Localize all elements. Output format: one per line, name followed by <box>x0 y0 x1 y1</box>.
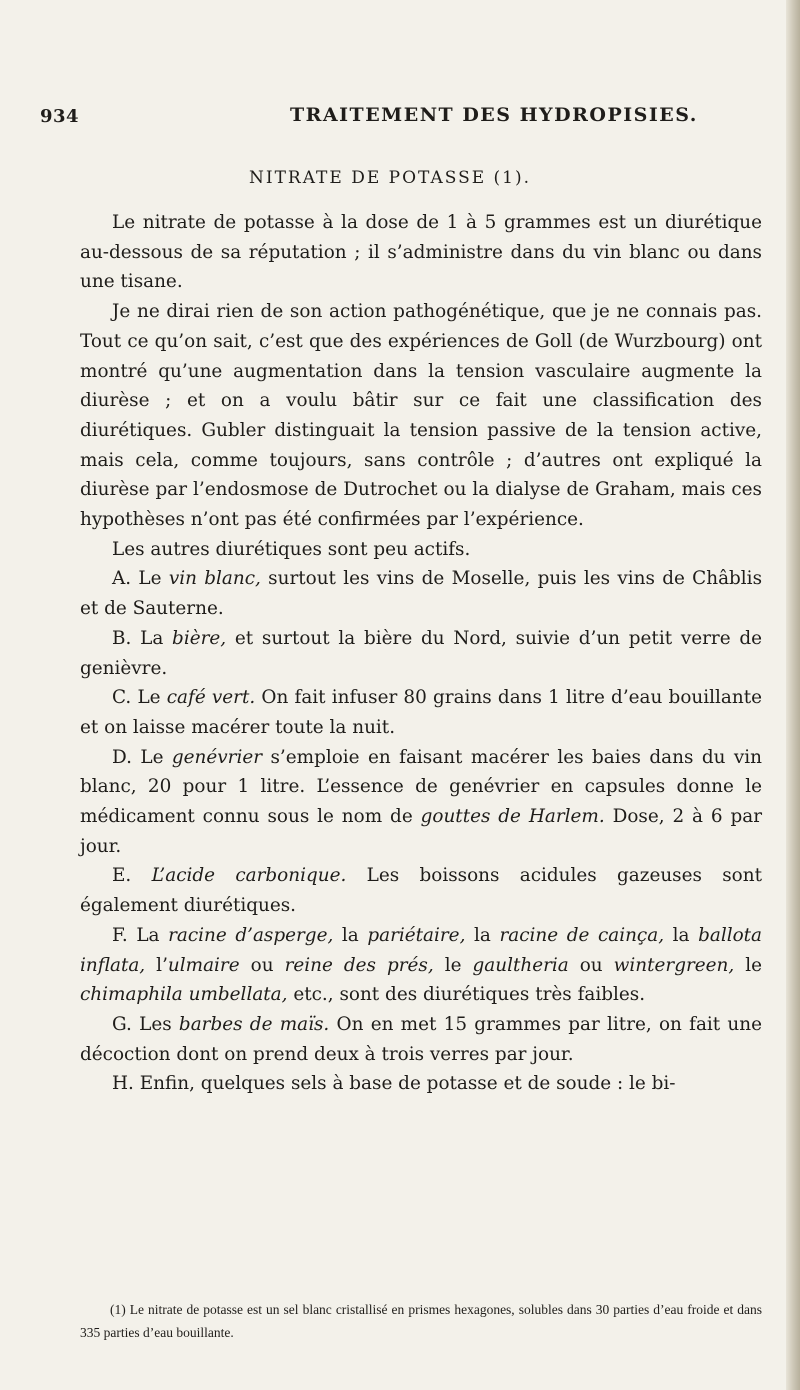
list-item-g: G. Les barbes de maïs. On en met 15 grammes par litre, on fait une décoction dont on prend deux à trois verres par jour. <box>80 1013 763 1065</box>
list-item-b: B. La bière, et surtout la bière du Nord, suivie d’un petit verre de genièvre. <box>80 627 762 679</box>
list-item-h: H. Enfin, quelques sels à base de potasse et de soude : le bi- <box>112 1073 676 1095</box>
page-edge-shadow <box>786 0 800 1390</box>
paragraph-other-diuretics: Les autres diurétiques sont peu actifs. <box>112 538 471 560</box>
page-number: 934 <box>40 106 80 127</box>
list-item-d: D. Le genévrier s’emploie en faisant macérer les baies dans du vin blanc, 20 pour 1 litre. L’essence de genévrier en capsules donne le médicament connu sous le nom de gouttes de Harlem. Dose, 2 à 6 par jour. <box>80 746 763 857</box>
section-title: NITRATE DE POTASSE (1). <box>248 168 532 188</box>
footnote <box>80 1298 762 1344</box>
page-header <box>40 104 760 134</box>
list-item-f: F. La racine d’asperge, la pariétaire, la racine de cainça, la ballota inflata, l’ulmaire ou reine des prés, le gaultheria ou wintergreen, le chimaphila umbellata, etc., sont des diurétiques très faibles. <box>80 924 763 1006</box>
paragraph-action: Je ne dirai rien de son action pathogénétique, que je ne connais pas. Tout ce qu’on sait, c’est que des expériences de Goll (de Wurzbourg) ont montré qu’une augmentation dans la tension vasculaire augmente la diurèse ; et on a voulu bâtir sur ce fait une classification des diurétiques. Gubler distinguait la tension passive de la tension active, mais cela, comme toujours, sans contrôle ; d’autres ont expliqué la diurèse par l’endosmose de Dutrochet ou la dialyse de Graham, mais ces hypothèses n’ont pas été confirmées par l’expérience. <box>80 301 762 531</box>
list-item-e: E. L’acide carbonique. Les boissons acidules gazeuses sont également diurétiques. <box>80 865 762 917</box>
footnote-text: (1) Le nitrate de potasse est un sel blanc cristallisé en prismes hexagones, solubles dans 30 parties d’eau froide et dans 335 parties d’eau bouillante. <box>80 1302 762 1340</box>
running-head: TRAITEMENT DES HYDROPISIES. <box>290 104 698 126</box>
paragraph-intro: Le nitrate de potasse à la dose de 1 à 5 grammes est un diurétique au-dessous de sa réputation ; il s’administre dans du vin blanc ou dans une tisane. <box>80 212 762 293</box>
body-text <box>80 208 762 1099</box>
list-item-a: A. Le vin blanc, surtout les vins de Moselle, puis les vins de Châblis et de Sauterne. <box>80 568 763 620</box>
list-item-c: C. Le café vert. On fait infuser 80 grains dans 1 litre d’eau bouillante et on laisse macérer toute la nuit. <box>80 687 762 738</box>
